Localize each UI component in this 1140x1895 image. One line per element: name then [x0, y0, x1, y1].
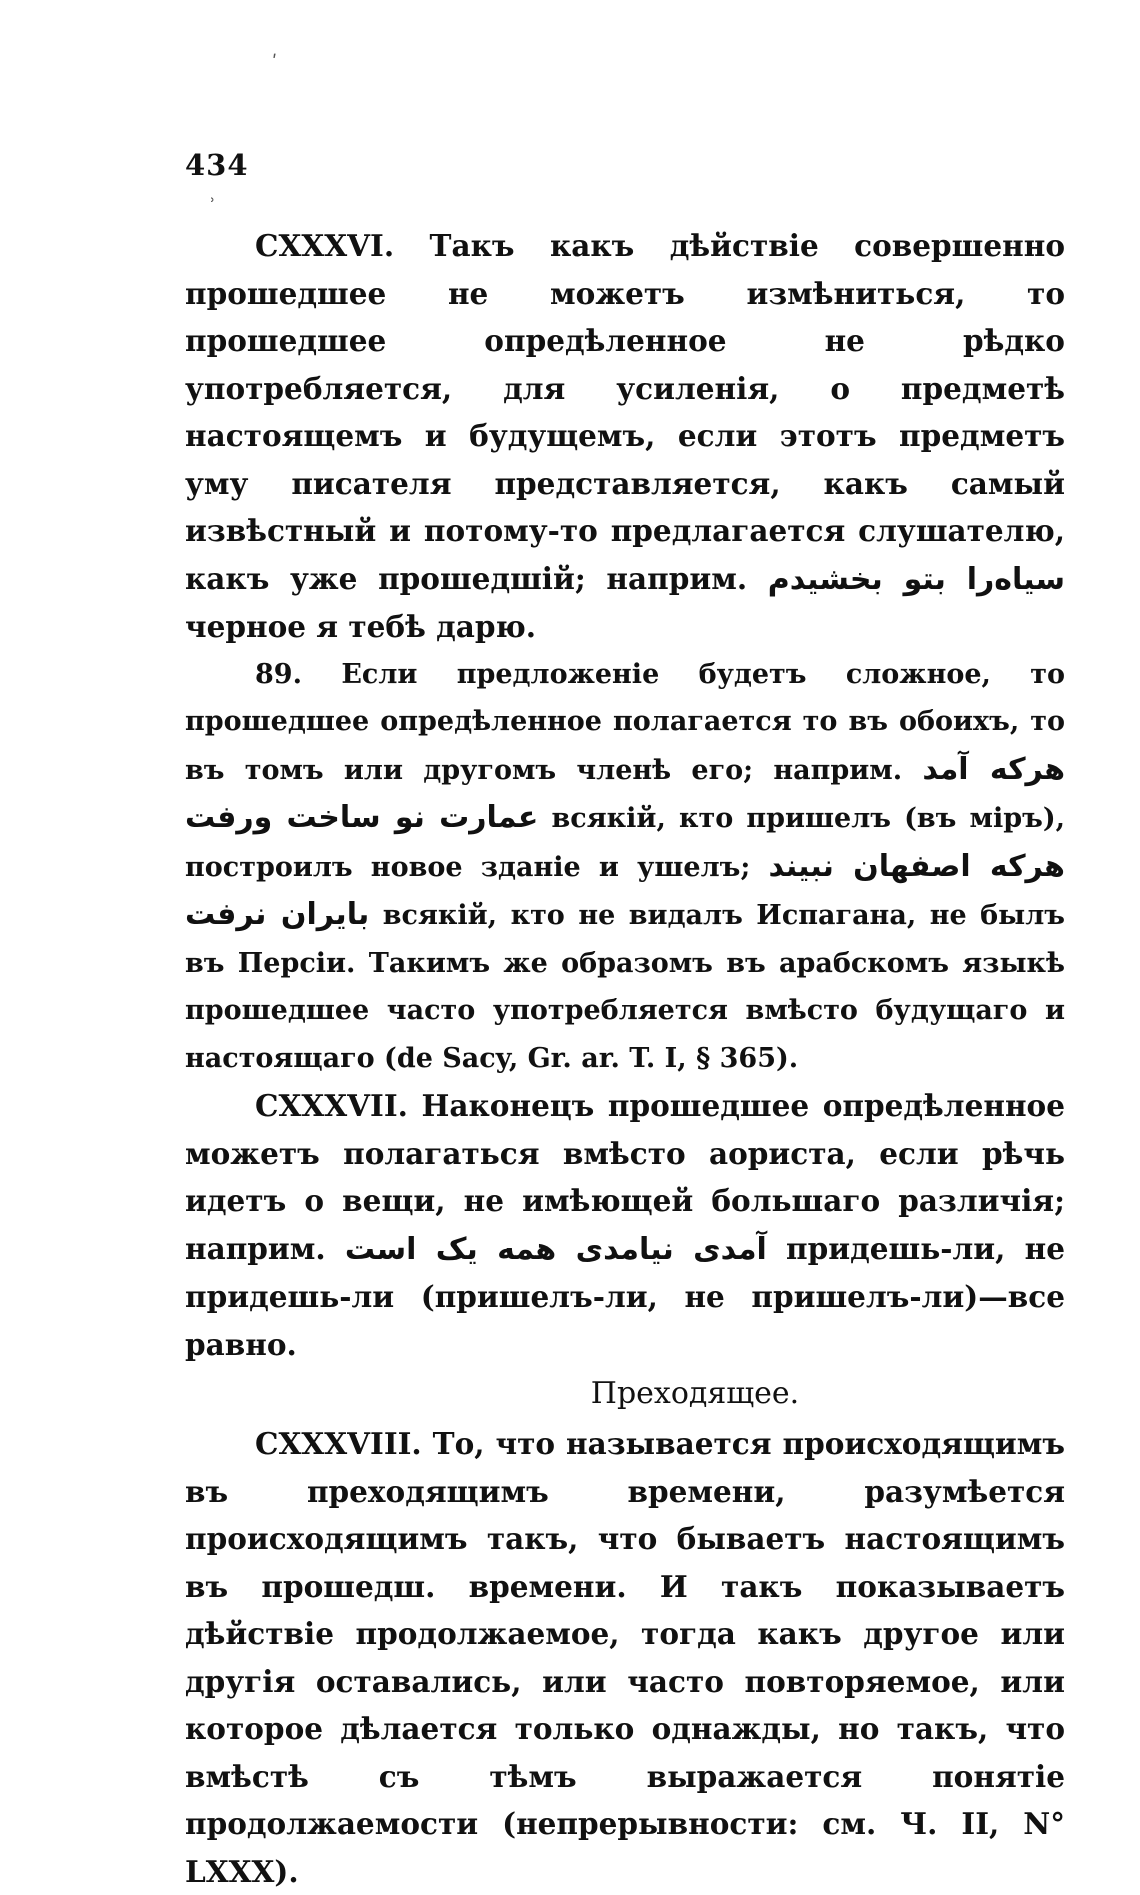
- paragraph-text: Если предложеніе будетъ сложное, то прошедшее опредѣленное полагается то въ обоихъ, то въ томъ или другомъ членѣ его; наприм.: [185, 658, 1065, 786]
- main-text: [185, 222, 1065, 1895]
- paragraph-138: [185, 1420, 1065, 1895]
- paragraph-89: [185, 651, 1065, 1083]
- paragraph-text: всякій, кто не видалъ Испагана, не былъ въ Персіи. Такимъ же образомъ въ арабскомъ языкѣ прошедшее часто употребляется вмѣсто будущаго и настоящаго (de Sacy, Gr. ar. T. I, § 365).: [185, 900, 1065, 1074]
- paragraph-137: [185, 1082, 1065, 1368]
- paragraph-text: То, что называется происходящимъ въ преходящимъ времени, разумѣется происходящимъ такъ, что бываетъ настоящимъ въ прошедш. времени. И такъ показываетъ дѣйствіе продолжаемое, тогда какъ другое или другія оставались, или часто повторяемое, или которое дѣлается только однажды, но такъ, что вмѣстѣ съ тѣмъ выражается понятіе продолжаемости (непрерывности: см. Ч. II, N° LXXX).: [185, 1426, 1065, 1889]
- page-number: 434: [185, 148, 249, 182]
- section-label: CXXXVI.: [255, 228, 395, 263]
- paragraph-text: Наконецъ прошедшее опредѣленное можетъ полагаться вмѣсто аориста, если рѣчь идетъ о вещи, не имѣющей большаго различія; наприм.: [185, 1088, 1065, 1266]
- persian-quote: بایران نرفت: [185, 897, 370, 932]
- persian-quote: هرکه آمد عمارت نو ساخت ورفت: [185, 751, 1066, 835]
- persian-quote: سیاه‌را بتو بخشیدم: [767, 561, 1065, 597]
- scan-speck: ʹ: [272, 52, 278, 73]
- paragraph-text: черное я тебѣ дарю.: [185, 609, 537, 644]
- paragraph-text: придешь-ли, не придешь-ли (пришелъ-ли, не пришелъ-ли)—все равно.: [185, 1230, 1065, 1362]
- section-label: CXXXVII.: [255, 1088, 408, 1123]
- persian-quote: هرکه اصفهان نبیند: [768, 848, 1065, 884]
- section-heading: Преходящее.: [590, 1376, 800, 1411]
- section-label: CXXXVIII.: [255, 1426, 422, 1461]
- paragraph-136: [185, 222, 1065, 651]
- persian-quote: آمدی نیامدی همه یک است: [344, 1231, 767, 1267]
- paragraph-text: Такъ какъ дѣйствіе совершенно прошедшее не можетъ измѣниться, то прошедшее опредѣленное не рѣдко употребляется, для усиленія, о предметѣ настоящемъ и будущемъ, если этотъ предметъ уму писателя представляется, какъ самый извѣстный и потому-то предлагается слушателю, какъ уже прошедшій; наприм.: [185, 228, 1065, 596]
- paragraph-text: всякій, кто пришелъ (въ міръ), построилъ новое зданіе и ушелъ;: [185, 803, 1065, 883]
- section-label: 89.: [255, 658, 302, 690]
- scan-speck: ʾ: [210, 195, 216, 216]
